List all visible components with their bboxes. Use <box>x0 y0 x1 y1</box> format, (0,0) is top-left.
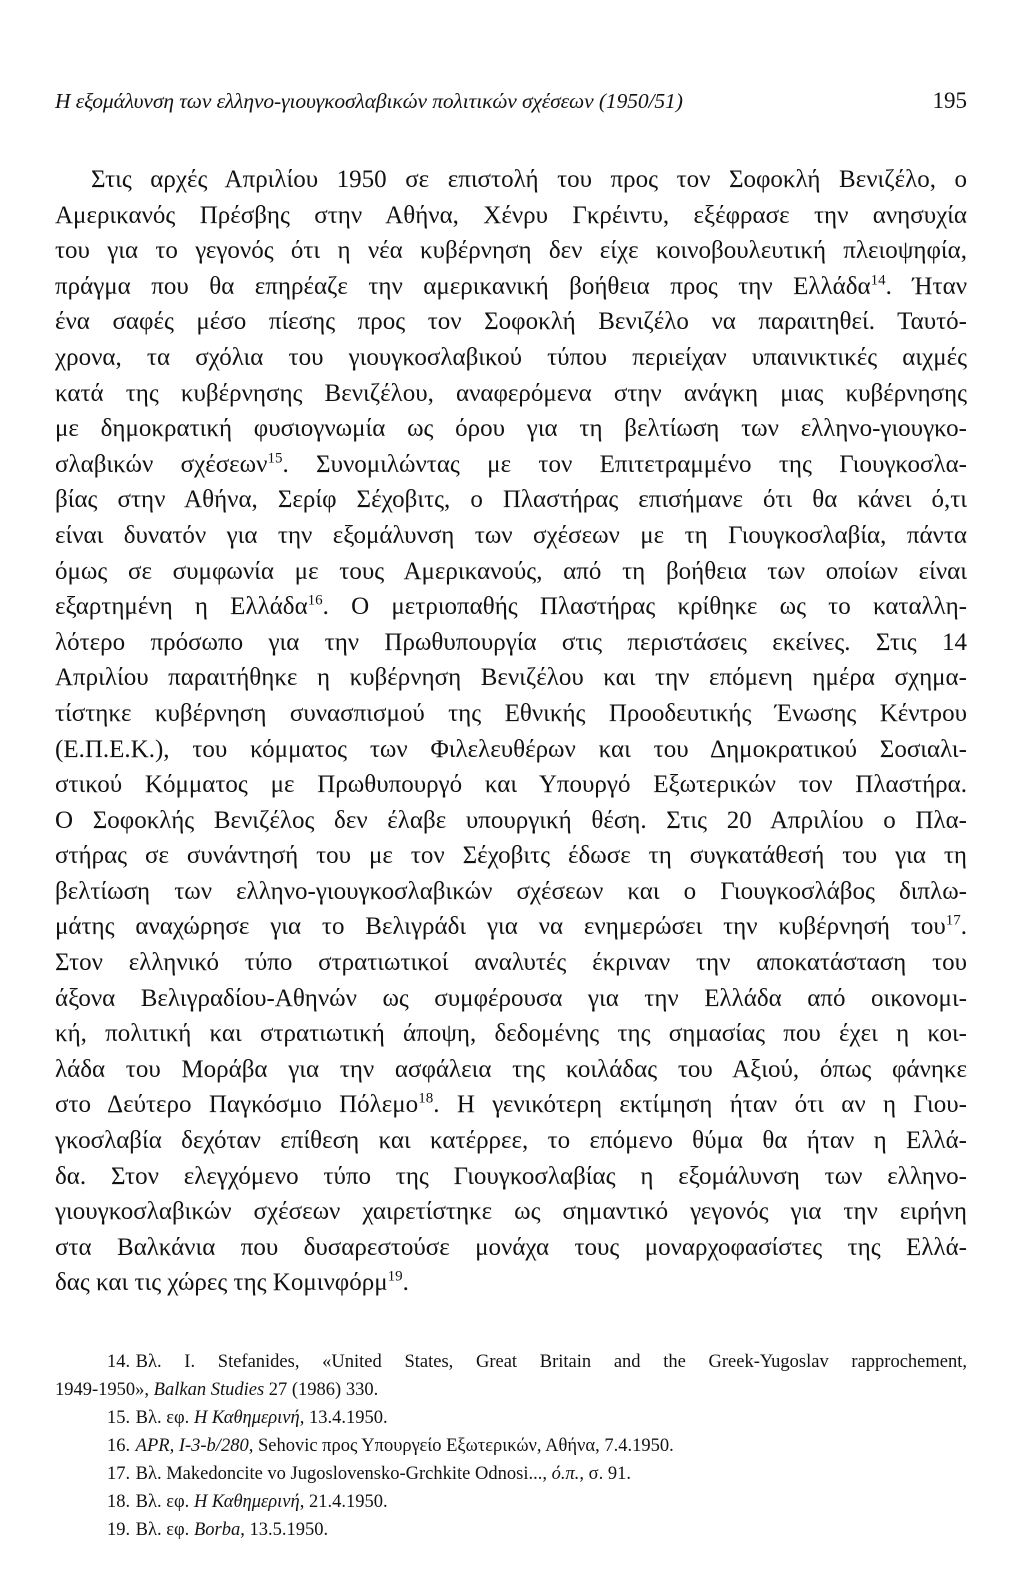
body-text: Ο Σοφοκλής Βενιζέλος δεν έλαβε υπουργική θέση. Στις 20 Απριλίου ο Πλα- <box>55 806 967 834</box>
footnote-reference: 15 <box>267 450 283 467</box>
body-text: στήρας σε συνάντησή του με τον Σέχοβιτς έδωσε τη συγκατάθεσή του για τη <box>55 842 967 870</box>
body-line <box>55 162 967 198</box>
page-header <box>55 88 967 118</box>
footnote-text: , 13.5.1950. <box>240 1520 329 1540</box>
footnote-text: , σ. 91. <box>579 1464 631 1484</box>
footnote-text: Sehovic προς Υπουργείο Εξωτερικών, Αθήνα, 7.4.1950. <box>253 1436 674 1456</box>
body-text: γκοσλαβία δεχόταν επίθεση και κατέρρεε, το επόμενο θύμα θα ήταν η Ελλά- <box>55 1127 967 1155</box>
body-text: πράγμα που θα επηρέαζε την αμερικανική βοήθεια προς την Ελλάδα <box>55 272 871 300</box>
italic-text: Η Καθημερινή <box>193 1408 300 1428</box>
footnote-line <box>55 1488 967 1516</box>
body-text: εξαρτημένη η Ελλάδα <box>55 593 308 621</box>
footnote <box>55 1488 967 1516</box>
footnote-number: 15. <box>107 1408 131 1428</box>
body-text: . Ο μετριοπαθής Πλαστήρας κρίθηκε ως το καταλλη- <box>322 593 967 621</box>
footnotes <box>55 1348 967 1544</box>
body-line <box>55 803 967 839</box>
italic-text: APR, I-3-b/280, <box>135 1436 254 1456</box>
footnote-line <box>55 1404 967 1432</box>
footnote-text: Βλ. εφ. <box>135 1492 194 1512</box>
body-text: . Συνομιλώντας με τον Επιτετραμμένο της Γιουγκοσλα- <box>282 450 967 478</box>
body-text: . Η γενικότερη εκτίμηση ήταν ότι αν η Γιου- <box>433 1091 967 1119</box>
body-text: Αμερικανός Πρέσβης στην Αθήνα, Χένρυ Γκρέιντυ, εξέφρασε την ανησυχία <box>55 201 967 229</box>
body-line <box>55 1123 967 1159</box>
body-line <box>55 554 967 590</box>
body-text: όμως σε συμφωνία με τους Αμερικανούς, από τη βοήθεια των οποίων είναι <box>55 557 967 585</box>
body-text: βελτίωση των ελληνο-γιουγκοσλαβικών σχέσεων και ο Γιουγκοσλάβος διπλω- <box>55 877 967 905</box>
body-text: στα Βαλκάνια που δυσαρεστούσε μονάχα τους μοναρχοφασίστες της Ελλά- <box>55 1233 967 1261</box>
body-text: . Ήταν <box>885 272 967 300</box>
footnote-number: 17. <box>107 1464 131 1484</box>
body-line <box>55 1087 967 1123</box>
body-line <box>55 1194 967 1230</box>
body-line <box>55 874 967 910</box>
body-text: δα. Στον ελεγχόμενο τύπο της Γιουγκοσλαβίας η εξομάλυνση των ελληνο- <box>55 1162 967 1190</box>
body-text: λότερο πρόσωπο για την Πρωθυπουργία στις περιστάσεις εκείνες. Στις 14 <box>55 628 967 656</box>
body-text: βίας στην Αθήνα, Σερίφ Σέχοβιτς, ο Πλαστήρας επισήμανε ότι θα κάνει ό,τι <box>55 486 967 514</box>
body-line <box>55 1265 967 1301</box>
body-text: γιουγκοσλαβικών σχέσεων χαιρετίστηκε ως σημαντικό γεγονός για την ειρήνη <box>55 1198 967 1226</box>
body-line <box>55 696 967 732</box>
body-text: κή, πολιτική και στρατιωτική άποψη, δεδομένης της σημασίας που έχει η κοι- <box>55 1020 967 1048</box>
page-number: 195 <box>932 88 967 113</box>
body-line <box>55 1159 967 1195</box>
footnote <box>55 1404 967 1432</box>
footnote-text: 27 (1986) 330. <box>264 1380 379 1400</box>
body-line <box>55 1230 967 1266</box>
body-line <box>55 198 967 234</box>
footnote-number: 19. <box>107 1520 131 1540</box>
body-line <box>55 482 967 518</box>
body-text: . <box>960 913 967 941</box>
body-text: χρονα, τα σχόλια του γιουγκοσλαβικού τύπου περιείχαν υπαινικτικές αιχμές <box>55 343 967 371</box>
footnote-number: 14. <box>107 1352 131 1372</box>
body-line <box>55 838 967 874</box>
body-line <box>55 269 967 305</box>
footnote-reference: 17 <box>945 913 961 930</box>
footnote-text: , 21.4.1950. <box>299 1492 388 1512</box>
running-title: Η εξομάλυνση των ελληνο-γιουγκοσλαβικών πολιτικών σχέσεων (1950/51) <box>55 89 683 113</box>
footnote-text: Βλ. εφ. <box>135 1520 194 1540</box>
body-line <box>55 767 967 803</box>
body-text: άξονα Βελιγραδίου-Αθηνών ως συμφέρουσα για την Ελλάδα από οικονομι- <box>55 984 967 1012</box>
body-line <box>55 945 967 981</box>
footnote-text: Βλ. I. Stefanides, «United States, Great Britain and the Greek-Yugoslav rapprochement, <box>135 1352 967 1372</box>
body-line <box>55 233 967 269</box>
footnote-reference: 14 <box>870 272 886 289</box>
body-line <box>55 660 967 696</box>
body-text: ένα σαφές μέσο πίεσης προς τον Σοφοκλή Βενιζέλο να παραιτηθεί. Ταυτό- <box>55 308 967 336</box>
body-line <box>55 1016 967 1052</box>
body-text: κατά της κυβέρνησης Βενιζέλου, αναφερόμενα στην ανάγκη μιας κυβέρνησης <box>55 379 967 407</box>
body-text: (Ε.Π.Ε.Κ.), του κόμματος των Φιλελευθέρων και του Δημοκρατικού Σοσιαλι- <box>55 735 967 763</box>
body-text: του για το γεγονός ότι η νέα κυβέρνηση δεν είχε κοινοβουλευτική πλειοψηφία, <box>55 237 967 265</box>
footnote-number: 16. <box>107 1436 131 1456</box>
body-line <box>55 304 967 340</box>
footnote-reference: 19 <box>387 1269 403 1286</box>
body-text: είναι δυνατόν για την εξομάλυνση των σχέσεων με τη Γιουγκοσλαβία, πάντα <box>55 521 967 549</box>
italic-text: Borba <box>193 1520 241 1540</box>
body-line <box>55 411 967 447</box>
footnote <box>55 1460 967 1488</box>
body-line <box>55 1052 967 1088</box>
body-text: Απριλίου παραιτήθηκε η κυβέρνηση Βενιζέλου και την επόμενη ημέρα σχημα- <box>55 664 967 692</box>
italic-text: Balkan Studies <box>153 1380 265 1400</box>
body-line <box>55 625 967 661</box>
italic-text: Η Καθημερινή <box>193 1492 300 1512</box>
body-line <box>55 589 967 625</box>
footnote-line <box>55 1516 967 1544</box>
body-line <box>55 447 967 483</box>
body-line <box>55 518 967 554</box>
footnote-text: Βλ. εφ. <box>135 1408 194 1428</box>
footnote-text: , 13.4.1950. <box>299 1408 388 1428</box>
footnote-line <box>55 1376 967 1404</box>
body-line <box>55 340 967 376</box>
body-text: Στις αρχές Απριλίου 1950 σε επιστολή του προς τον Σοφοκλή Βενιζέλο, ο <box>91 166 967 193</box>
body-text: Στον ελληνικό τύπο στρατιωτικοί αναλυτές έκριναν την αποκατάσταση του <box>55 949 967 977</box>
footnote <box>55 1516 967 1544</box>
body-paragraph <box>55 162 967 1301</box>
body-text: σλαβικών σχέσεων <box>55 450 268 478</box>
body-text: τίστηκε κυβέρνηση συνασπισμού της Εθνικής Προοδευτικής Ένωσης Κέντρου <box>55 699 967 727</box>
footnote-line <box>55 1432 967 1460</box>
body-text: λάδα του Μοράβα για την ασφάλεια της κοιλάδας του Αξιού, όπως φάνηκε <box>55 1055 967 1083</box>
body-text: δας και τις χώρες της Κομινφόρμ <box>55 1269 388 1297</box>
body-line <box>55 732 967 768</box>
body-line <box>55 909 967 945</box>
footnote-number: 18. <box>107 1492 131 1512</box>
body-text: μάτης αναχώρησε για το Βελιγράδι για να ενημερώσει την κυβέρνησή του <box>55 913 946 941</box>
footnote-reference: 18 <box>418 1091 434 1108</box>
body-text: στικού Κόμματος με Πρωθυπουργό και Υπουργό Εξωτερικών τον Πλαστήρα. <box>55 771 967 799</box>
body-text: στο Δεύτερο Παγκόσμιο Πόλεμο <box>55 1091 419 1119</box>
footnote-text: Βλ. Makedoncite vo Jugoslovensko-Grchkite Odnosi..., <box>135 1464 552 1484</box>
body-text: με δημοκρατική φυσιογνωμία ως όρου για τη βελτίωση των ελληνο-γιουγκο- <box>55 415 967 443</box>
body-text: . <box>402 1269 409 1297</box>
body-line <box>55 981 967 1017</box>
footnote <box>55 1348 967 1404</box>
body-line <box>55 376 967 412</box>
footnote <box>55 1432 967 1460</box>
footnote-line <box>55 1460 967 1488</box>
footnote-line <box>55 1348 967 1376</box>
footnote-reference: 16 <box>307 592 323 609</box>
footnote-text: 1949-1950», <box>55 1380 154 1400</box>
italic-text: ό.π. <box>551 1464 580 1484</box>
